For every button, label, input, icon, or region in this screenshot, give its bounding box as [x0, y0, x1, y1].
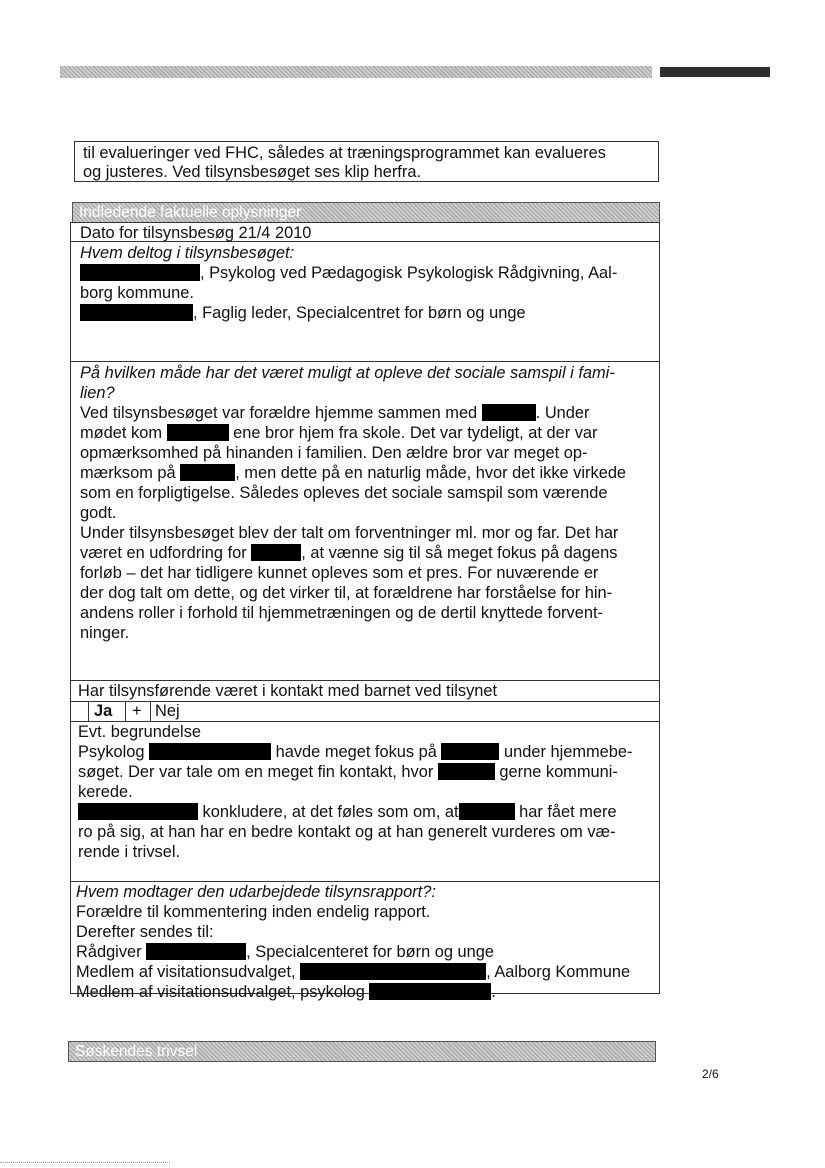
checkbox-selected-marker: + — [132, 702, 142, 720]
contact-question: Har tilsynsførende været i kontakt med barnet ved tilsynet — [78, 682, 498, 700]
redaction — [300, 963, 486, 980]
social-line: været en udfordring for , at vænne sig til så meget fokus på dagens — [80, 544, 618, 562]
participant-1: , Psykolog ved Pædagogisk Psykologisk Rådgivning, Aal- — [80, 263, 617, 283]
intro-line-2: og justeres. Ved tilsynsbesøget ses klip herfra. — [83, 163, 421, 181]
contact-line: kerede. — [78, 783, 133, 801]
social-line: godt. — [80, 504, 117, 522]
redaction — [482, 404, 536, 421]
redaction — [441, 743, 499, 760]
redaction — [149, 743, 271, 760]
redaction — [80, 304, 193, 321]
checkbox-divider — [150, 701, 151, 721]
social-line: mærksom på , men dette på en naturlig måde, hvor det ikke virkede — [80, 464, 627, 482]
social-line: forløb – det har tidligere kunnet opleves som et pres. For nuværende er — [80, 564, 599, 582]
contact-line: ro på sig, at han har en bedre kontakt og at han generelt vurderes om væ- — [78, 823, 616, 841]
redaction — [80, 264, 200, 281]
social-line: der dog talt om dette, og det virker til, at forældrene har forståelse for hin- — [80, 584, 613, 602]
recipients-line: Rådgiver , Specialcenteret for børn og unge — [76, 943, 494, 961]
participants-question: Hvem deltog i tilsynsbesøget: — [80, 244, 295, 262]
reason-label: Evt. begrundelse — [78, 723, 202, 741]
recipients-line: Medlem af visitationsudvalget, , Aalborg Kommune — [76, 963, 631, 981]
recipients-line: Derefter sendes til: — [76, 923, 214, 941]
header-rule — [60, 66, 652, 78]
redaction — [369, 983, 491, 1000]
contact-line: søget. Der var tale om en meget fin kontakt, hvor gerne kommuni- — [78, 763, 618, 781]
recipients-line: Medlem af visitationsudvalget, psykolog . — [76, 983, 496, 1001]
participant-2: , Faglig leder, Specialcentret for børn og unge — [80, 303, 526, 323]
redaction — [146, 943, 246, 960]
contact-line: Psykolog havde meget fokus på under hjemmebe- — [78, 743, 633, 761]
social-line: andens roller i forhold til hjemmetræningen og de dertil knyttede forvent- — [80, 604, 603, 622]
intro-line-1: til evalueringer ved FHC, således at træningsprogrammet kan evalueres — [83, 144, 606, 162]
section-heading-siblings: Søskendes trivsel — [68, 1041, 656, 1062]
redaction — [167, 424, 229, 441]
redaction — [180, 464, 235, 481]
social-line: Ved tilsynsbesøget var forældre hjemme sammen med . Under — [80, 404, 590, 422]
social-line: opmærksomhed på hinanden i familien. Den ældre bror var meget op- — [80, 444, 588, 462]
redaction — [438, 763, 495, 780]
header-dark-bar — [660, 67, 770, 77]
contact-line: rende i trivsel. — [78, 843, 181, 861]
redaction — [251, 544, 301, 561]
social-line: som en forpligtigelse. Således opleves det sociale samspil som værende — [80, 484, 608, 502]
participant-1-cont: borg kommune. — [80, 284, 194, 302]
checkbox-divider — [88, 701, 89, 721]
visit-date: Dato for tilsynsbesøg 21/4 2010 — [80, 224, 312, 242]
section-heading-facts: Indledende faktuelle oplysninger — [72, 202, 660, 223]
social-question-cont: lien? — [80, 384, 115, 402]
recipients-question: Hvem modtager den udarbejdede tilsynsrapport?: — [76, 883, 436, 901]
social-line: mødet kom ene bror hjem fra skole. Det var tydeligt, at der var — [80, 424, 598, 442]
page-number: 2/6 — [702, 1067, 719, 1081]
recipients-line: Forældre til kommentering inden endelig rapport. — [76, 903, 431, 921]
social-question: På hvilken måde har det været muligt at opleve det sociale samspil i fami- — [80, 364, 615, 382]
row-divider — [70, 361, 660, 362]
redaction — [78, 803, 198, 820]
contact-line: konkludere, at det føles som om, at har fået mere — [78, 802, 617, 822]
checkbox-ja-label: Ja — [94, 702, 113, 720]
redaction — [459, 803, 515, 820]
social-line: Under tilsynsbesøget blev der talt om forventninger ml. mor og far. Det har — [80, 524, 619, 542]
social-line: ninger. — [80, 624, 130, 642]
checkbox-divider — [125, 701, 126, 721]
checkbox-nej-label: Nej — [155, 702, 180, 720]
footer-rule — [0, 1162, 170, 1163]
